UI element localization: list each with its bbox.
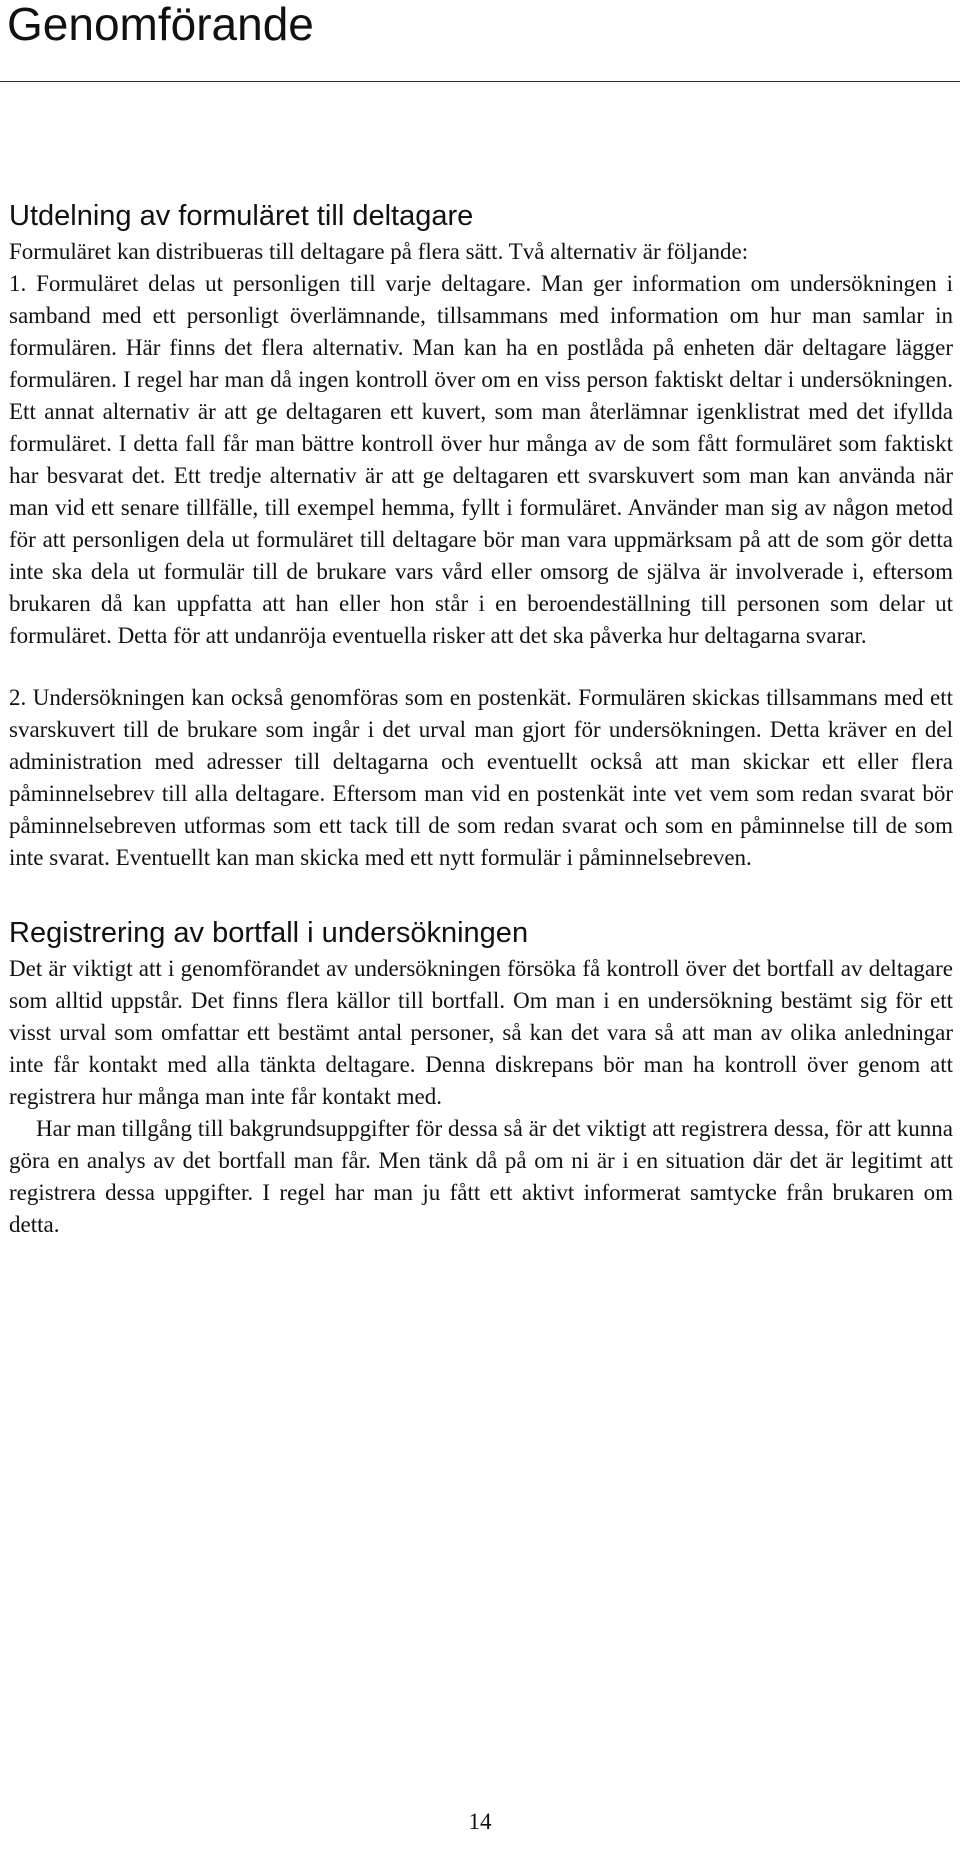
dropout-paragraph: Det är viktigt att i genomförandet av undersökningen försöka få kontroll över det bortfall av deltagare som alltid uppstår. Det finns flera källor till bortfall. Om man i en undersökning bestämt sig för ett visst urval som omfattar ett bestämt antal personer, så kan det vara så att man av olika anledningar inte får kontakt med alla tänkta deltagare. Denna diskrepans bör man ha kontroll över genom att registrera hur många man inte får kontakt med. — [9, 956, 953, 1109]
section-intro-paragraph: Formuläret kan distribueras till deltagare på flera sätt. Två alternativ är följande: — [9, 239, 749, 264]
title-divider — [0, 81, 960, 82]
page-content — [9, 196, 953, 1241]
section-heading-dropout: Registrering av bortfall i undersökningen — [9, 917, 529, 949]
page-number: 14 — [468, 1809, 492, 1834]
section-spacer — [9, 874, 953, 913]
chapter-title: Genomförande — [7, 0, 314, 50]
paragraph-spacer — [9, 652, 953, 682]
section-heading-distribution: Utdelning av formuläret till deltagare — [9, 200, 474, 232]
background-data-paragraph: Har man tillgång till bakgrundsuppgifter för dessa så är det viktigt att registrera dessa, för att kunna göra en analys av det bortfall man får. Men tänk då på om ni är i en situation där det är legitimt att registrera dessa uppgifter. I regel har man ju fått ett aktivt informerat samtycke från brukaren om detta. — [9, 1116, 953, 1237]
list-item-personal-distribution: 1. Formuläret delas ut personligen till varje deltagare. Man ger information om undersökningen i samband med ett personligt överlämnande, tillsammans med information om hur man samlar in formulären. Här finns det flera alternativ. Man kan ha en postlåda på enheten där deltagare lägger formulären. I regel har man då ingen kontroll över om en viss person faktiskt deltar i undersökningen. Ett annat alternativ är att ge deltagaren ett kuvert, som man återlämnar igenklistrat med det ifyllda formuläret. I detta fall får man bättre kontroll över hur många av de som fått formuläret som faktiskt har besvarat det. Ett tredje alternativ är att ge deltagaren ett svarskuvert som man kan använda när man vid ett senare tillfälle, till exempel hemma, fyllt i formuläret. Använder man sig av någon metod för att personligen dela ut formuläret till deltagare bör man vara uppmärksam på att de som gör detta inte ska dela ut formulär till de brukare vars vård eller omsorg de själva är involverade i, eftersom brukaren då kan uppfatta att han eller hon står i en beroendeställning till personen som delar ut formuläret. Detta för att undanröja eventuella risker att det ska påverka hur deltagarna svarar. — [9, 271, 953, 648]
list-item-postal-survey: 2. Undersökningen kan också genomföras som en postenkät. Formulären skickas tillsammans med ett svarskuvert till de brukare som ingår i det urval man gjort för undersökningen. Detta kräver en del administration med adresser till deltagarna och eventuellt också att man skickar ett eller flera påminnelsebrev till alla deltagare. Eftersom man vid en postenkät inte vet vem som redan svarat bör påminnelsebreven utformas som ett tack till de som redan svarat och som en påminnelse till de som inte svarat. Eventuellt kan man skicka med ett nytt formulär i påminnelsebreven. — [9, 685, 953, 870]
